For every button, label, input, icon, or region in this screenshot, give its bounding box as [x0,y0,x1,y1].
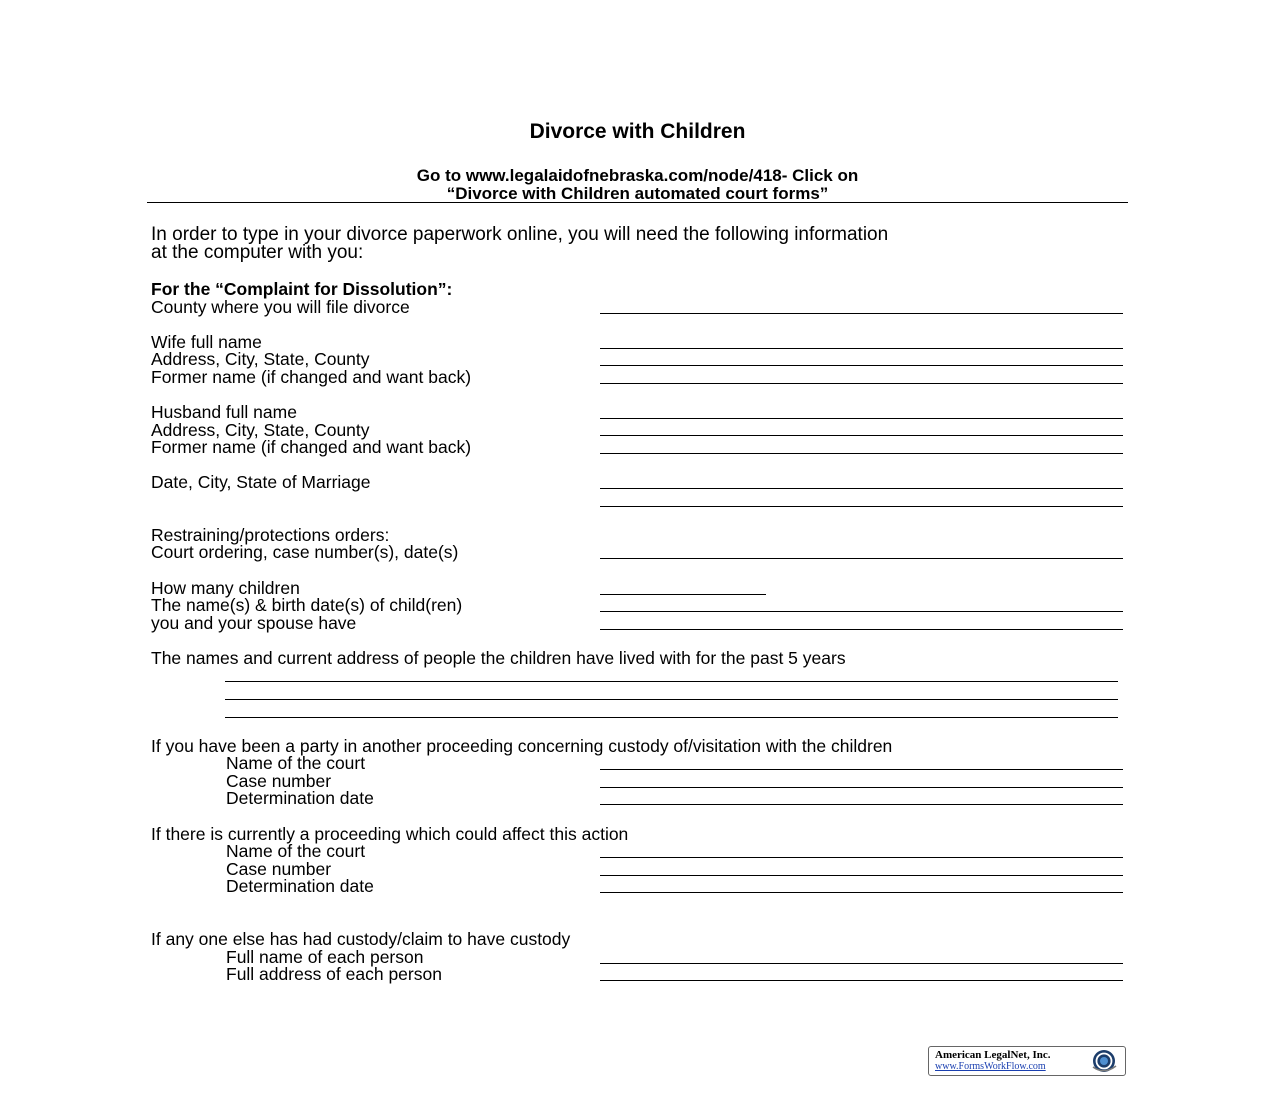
other-case-field[interactable] [600,787,1123,788]
lived-with-field-1[interactable] [225,681,1118,682]
restraining-label: Restraining/protections orders: [151,525,390,545]
lived-with-label: The names and current address of people the children have lived with for the past 5 years [151,648,846,668]
wife-former-label: Former name (if changed and want back) [151,367,472,387]
custody-full-address-label: Full address of each person [226,964,442,984]
other-proceeding-heading: If you have been a party in another proceeding concerning custody of/visitation with the children [151,736,893,756]
child-names-field-2[interactable] [600,629,1123,630]
husband-name-field[interactable] [600,418,1123,419]
subtitle-line-2: “Divorce with Children automated court forms” [446,184,829,203]
other-case-label: Case number [226,771,332,791]
intro-line-1: In order to type in your divorce paperwork online, you will need the following information [151,224,889,245]
husband-former-field[interactable] [600,453,1123,454]
current-date-label: Determination date [226,876,374,896]
header-divider [147,202,1128,203]
other-date-label: Determination date [226,788,374,808]
custody-full-address-field[interactable] [600,980,1123,981]
wife-address-label: Address, City, State, County [151,349,370,369]
current-case-field[interactable] [600,875,1123,876]
how-many-children-field[interactable] [600,594,766,595]
court-ordering-label: Court ordering, case number(s), date(s) [151,542,459,562]
current-date-field[interactable] [600,892,1123,893]
wife-former-field[interactable] [600,383,1123,384]
page-title: Divorce with Children [529,120,746,143]
current-court-field[interactable] [600,857,1123,858]
logo-url-link[interactable]: www.FormsWorkFlow.com [935,1061,1046,1072]
marriage-field-2[interactable] [600,506,1123,507]
custody-claim-heading: If any one else has had custody/claim to have custody [151,929,571,949]
husband-former-label: Former name (if changed and want back) [151,437,472,457]
intro-line-2: at the computer with you: [151,242,364,263]
county-label: County where you will file divorce [151,297,410,317]
custody-full-name-label: Full name of each person [226,947,424,967]
subtitle-line-1: Go to www.legalaidofnebraska.com/node/418- Click on [416,166,859,185]
logo-company-name: American LegalNet, Inc. [935,1049,1051,1061]
other-date-field[interactable] [600,804,1123,805]
husband-address-field[interactable] [600,435,1123,436]
current-case-label: Case number [226,859,332,879]
lived-with-field-2[interactable] [225,699,1118,700]
lived-with-field-3[interactable] [225,717,1118,718]
child-names-field-1[interactable] [600,611,1123,612]
husband-address-label: Address, City, State, County [151,420,370,440]
marriage-field-1[interactable] [600,488,1123,489]
complaint-heading: For the “Complaint for Dissolution”: [151,279,453,299]
court-ordering-field[interactable] [600,558,1123,559]
husband-name-label: Husband full name [151,402,297,422]
wife-name-field[interactable] [600,348,1123,349]
globe-icon [1087,1048,1121,1074]
child-names-label: The name(s) & birth date(s) of child(ren) [151,595,463,615]
wife-name-label: Wife full name [151,332,262,352]
county-field[interactable] [600,313,1123,314]
footer-logo [928,1046,1126,1076]
custody-full-name-field[interactable] [600,963,1123,964]
marriage-label: Date, City, State of Marriage [151,472,371,492]
current-court-label: Name of the court [226,841,366,861]
other-court-label: Name of the court [226,753,366,773]
current-proceeding-heading: If there is currently a proceeding which could affect this action [151,824,629,844]
how-many-children-label: How many children [151,578,300,598]
wife-address-field[interactable] [600,365,1123,366]
child-names-label-2: you and your spouse have [151,613,357,633]
other-court-field[interactable] [600,769,1123,770]
